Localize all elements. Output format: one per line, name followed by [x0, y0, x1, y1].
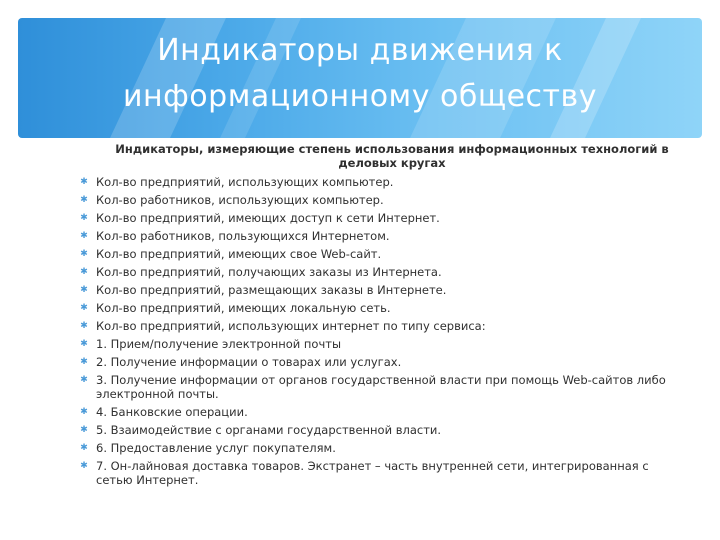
- list-item: [78, 299, 688, 317]
- asterisk-icon: ✱: [80, 213, 88, 223]
- list-item: [78, 263, 688, 281]
- asterisk-icon: ✱: [80, 375, 88, 385]
- list-item: [78, 209, 688, 227]
- slide-title: [0, 28, 720, 120]
- slide-title-line-1: Индикаторы движения к: [157, 33, 563, 68]
- asterisk-icon: ✱: [80, 285, 88, 295]
- list-item: [78, 317, 688, 335]
- asterisk-icon: ✱: [80, 321, 88, 331]
- list-item-text: Кол-во работников, пользующихся Интернетом.: [96, 229, 390, 243]
- asterisk-icon: ✱: [80, 267, 88, 277]
- asterisk-icon: ✱: [80, 357, 88, 367]
- list-item-text: 5. Взаимодействие с органами государственной власти.: [96, 423, 442, 437]
- asterisk-icon: ✱: [80, 461, 88, 471]
- list-item-text: 4. Банковские операции.: [96, 405, 248, 419]
- list-item: [78, 353, 688, 371]
- asterisk-icon: ✱: [80, 195, 88, 205]
- asterisk-icon: ✱: [80, 443, 88, 453]
- list-item-text: 7. Он-лайновая доставка товаров. Экстранет – часть внутренней сети, интегрированная с сетью Интернет.: [96, 459, 649, 487]
- list-item-text: Кол-во работников, использующих компьютер.: [96, 193, 384, 207]
- asterisk-icon: ✱: [80, 177, 88, 187]
- asterisk-icon: ✱: [80, 407, 88, 417]
- list-item: [78, 281, 688, 299]
- list-item-text: Кол-во предприятий, использующих компьютер.: [96, 175, 394, 189]
- list-item-text: 2. Получение информации о товарах или услугах.: [96, 355, 402, 369]
- list-item: [78, 421, 688, 439]
- slide-body: [78, 142, 688, 489]
- list-item: [78, 335, 688, 353]
- asterisk-icon: ✱: [80, 339, 88, 349]
- list-item: [78, 191, 688, 209]
- list-item-text: Кол-во предприятий, получающих заказы из Интернета.: [96, 265, 442, 279]
- list-item-text: Кол-во предприятий, имеющих свое Web-сайт.: [96, 247, 382, 261]
- list-item-text: 6. Предоставление услуг покупателям.: [96, 441, 336, 455]
- asterisk-icon: ✱: [80, 231, 88, 241]
- list-item: [78, 439, 688, 457]
- asterisk-icon: ✱: [80, 303, 88, 313]
- list-item-text: Кол-во предприятий, использующих интернет по типу сервиса:: [96, 319, 486, 333]
- asterisk-icon: ✱: [80, 425, 88, 435]
- list-item-text: Кол-во предприятий, размещающих заказы в Интернете.: [96, 283, 447, 297]
- asterisk-icon: ✱: [80, 249, 88, 259]
- list-item: [78, 403, 688, 421]
- list-item: [78, 245, 688, 263]
- list-item-text: 1. Прием/получение электронной почты: [96, 337, 342, 351]
- slide-title-line-2: информационному обществу: [123, 79, 597, 114]
- list-item: [78, 173, 688, 191]
- list-item: [78, 373, 688, 401]
- list-item: [78, 227, 688, 245]
- list-item-text: Кол-во предприятий, имеющих доступ к сети Интернет.: [96, 211, 440, 225]
- subheading: Индикаторы, измеряющие степень использования информационных технологий в деловых кругах: [115, 142, 669, 170]
- list-item-text: 3. Получение информации от органов государственной власти при помощь Web-сайтов либо электронной почты.: [96, 373, 666, 401]
- list-item: [78, 459, 688, 487]
- list-item-text: Кол-во предприятий, имеющих локальную сеть.: [96, 301, 391, 315]
